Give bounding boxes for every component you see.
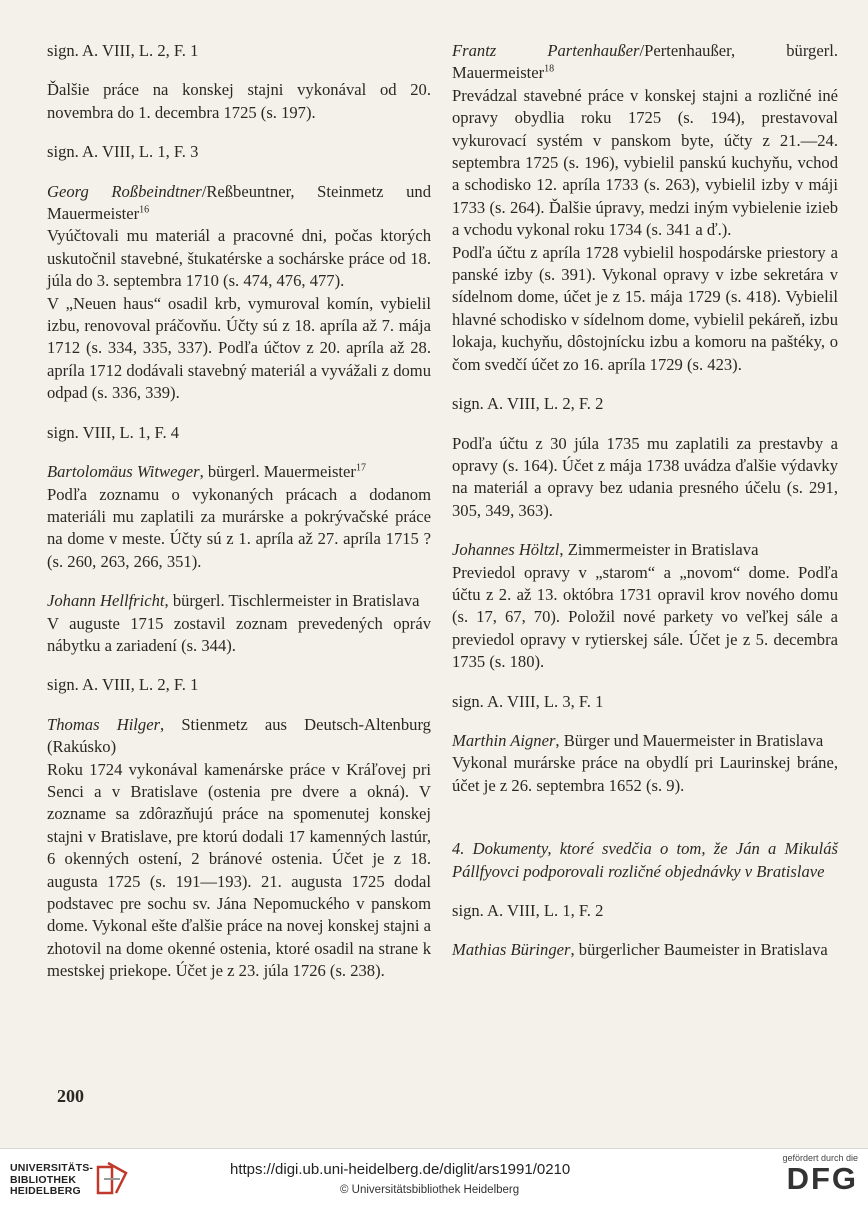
paragraph: V „Neuen haus“ osadil krb, vymuroval komín, vybielil izbu, renovoval práčovňu. Účty sú z 18. apríla až 7. mája 1712 (s. 334, 335, 337). Podľa účtov z 20. apríla až 28. apríla 1712 dodávali stavebný materiál a vyvážali z domu odpad (s. 336, 339). [47,293,431,403]
person-name: Marthin Aigner [452,730,556,750]
paragraph: Ďalšie práce na konskej stajni vykonával od 20. novembra do 1. decembra 1725 (s. 197). [47,80,431,122]
section-heading: 4. Dokumenty, ktoré svedčia o tom, že Ján a Mikuláš Pállfyovci podporovali rozličné objednávky v Bratislave [452,839,838,881]
person-name: Bartolomäus Witweger [47,462,200,482]
dfg-wordmark: DFG [786,1161,858,1196]
entry-heading-georg [47,181,431,226]
person-title: , bürgerl. Tischlermeister in Bratislava [164,591,420,611]
person-name: Mathias Büringer [452,940,571,960]
person-name: Georg Roßbeindtner [47,181,202,201]
paragraph: Prevádzal stavebné práce v konskej stajni a rozličné iné opravy obydlia roku 1725 (s. 194), prestavoval vykurovací systém v panskom byte, účty z 21.—24. septembra 1725 (s. 196), vybielil panskú kuchyňu, vchod a schodisko 12. apríla 1733 (s. 263), vybielil izby v máji 1733 (s. 264). Ďalšie úpravy, medzi iným vybielenie izieb a vchodu vykonal roku 1734 (s. 341 a ď.). [452,85,838,240]
library-logo[interactable] [10,1157,130,1201]
entry-heading-thomas [47,714,431,759]
library-logo-text [10,1163,93,1198]
copyright-notice: © Universitätsbibliothek Heidelberg [340,1184,520,1196]
person-title: /Pertenhaußer, bürgerl. Mauermeister [452,41,838,83]
library-emblem-icon [94,1159,130,1197]
page-number: 200 [57,1086,84,1106]
person-name: Frantz Partenhaußer [452,41,640,60]
person-title: , Zimmermeister in Bratislava [559,540,759,560]
person-name: Thomas Hilger [47,714,161,734]
dfg-caption: gefördert durch die [782,1153,858,1163]
permalink-url[interactable]: https://digi.ub.uni-heidelberg.de/diglit/ars1991/0210 [230,1161,571,1178]
person-title: , Stienmetz aus Deutsch-Altenburg (Rakúsko) [47,714,431,757]
logo-line: BIBLIOTHEK [10,1173,77,1186]
entry-heading-johannes [452,539,838,561]
left-column [47,40,431,983]
signature-line: sign. VIII, L. 1, F. 4 [47,422,180,442]
person-name: Johannes Höltzl [452,540,560,560]
footnote-ref: 16 [139,204,150,216]
person-title: , bürgerlicher Baumeister in Bratislava [570,940,828,960]
signature-line: sign. A. VIII, L. 2, F. 2 [452,394,604,414]
paragraph: Vykonal murárske práce na obydlí pri Laurinskej bráne, účet je z 26. septembra 1652 (s. 9). [452,753,838,795]
person-title: /Reßbeuntner, Steinmetz und Mauermeister [47,181,431,224]
footnote-ref: 18 [544,63,555,75]
dfg-logo[interactable] [758,1153,858,1195]
paragraph: Vyúčtovali mu materiál a pracovné dni, počas ktorých uskutočnil stavebné, štukatérske a sochárske práce od 18. júla do 3. septembra 1710 (s. 474, 476, 477). [47,226,431,291]
entry-heading-marthin [452,730,838,752]
footnote-ref: 17 [355,462,366,474]
entry-heading-mathias [452,939,838,961]
signature-line: sign. A. VIII, L. 2, F. 1 [47,675,199,695]
paragraph: Roku 1724 vykonával kamenárske práce v Kráľovej pri Senci a v Bratislave (ostenia pre dvere a okná). V zozname sa zdôrazňujú práce na spomenutej konskej stajni v Bratislave, pre ktorú dodali 17 kamenných lastúr, 6 okenných ostení, 2 bránové ostenia. Účet je z 18. augusta 1725 (s. 191—193). 21. augusta 1725 dodal podstavec pre sochu sv. Jána Nepomuckého v panskom dome. Vykonal ešte ďalšie práce na novej konskej stajni a zhotovil na dome okenné ostenia, ktoré osadil na strane k mestskej priekope. Účet je z 23. júla 1726 (s. 238). [47,759,431,981]
signature-line: sign. A. VIII, L. 1, F. 3 [47,142,199,162]
logo-line: UNIVERSITÄTS- [10,1162,94,1174]
person-title: , Bürger und Mauermeister in Bratislava [555,730,824,750]
person-name: Johann Hellfricht [47,591,165,611]
footer-bar [0,1148,868,1210]
entry-heading-johann [47,590,431,612]
paragraph: Podľa účtu z apríla 1728 vybielil hospodárske priestory a panské izby (s. 391). Vykonal opravy v izbe sekretára v sídelnom dome, účet je z 15. mája 1729 (s. 418). Vybielil hlavné schodisko v sídelnom dome, vybielil pekáreň, izbu lokaja, kuchyňu, dôstojnícku izbu a komoru na paštéky, o čom svedčí účet zo 16. apríla 1729 (s. 423). [452,242,838,374]
entry-heading-bartolomaus [47,461,431,483]
right-column [452,40,838,962]
paragraph: Previedol opravy v „starom“ a „novom“ dome. Podľa účtu z 2. až 13. októbra 1731 opravil krov nového domu (s. 17, 67, 70). Položil nové parkety vo veľkej sále a previedol opravy v rytierskej sále. Účet je z 5. decembra 1735 (s. 180). [452,562,838,672]
signature-line: sign. A. VIII, L. 1, F. 2 [452,901,604,920]
signature-line: sign. A. VIII, L. 3, F. 1 [452,691,604,711]
paragraph: V auguste 1715 zostavil zoznam prevedených opráv nábytku a zariadení (s. 344). [47,613,431,655]
entry-heading-frantz [452,40,838,85]
person-title: , bürgerl. Mauermeister [199,462,356,482]
paragraph: Podľa účtu z 30 júla 1735 mu zaplatili za prestavby a opravy (s. 164). Účet z mája 1738 uvádza ďalšie výdavky na materiál a opravy bez udania presného účelu (s. 291, 305, 349, 363). [452,433,838,520]
logo-line: HEIDELBERG [10,1185,81,1197]
paragraph: Podľa zoznamu o vykonaných prácach a dodanom materiáli mu zaplatili za murárske a pokrývačské práce na dome v meste. Účty sú z 1. apríla až 27. apríla 1715 ? (s. 260, 263, 266, 351). [47,484,431,571]
signature-line: sign. A. VIII, L. 2, F. 1 [47,41,199,60]
